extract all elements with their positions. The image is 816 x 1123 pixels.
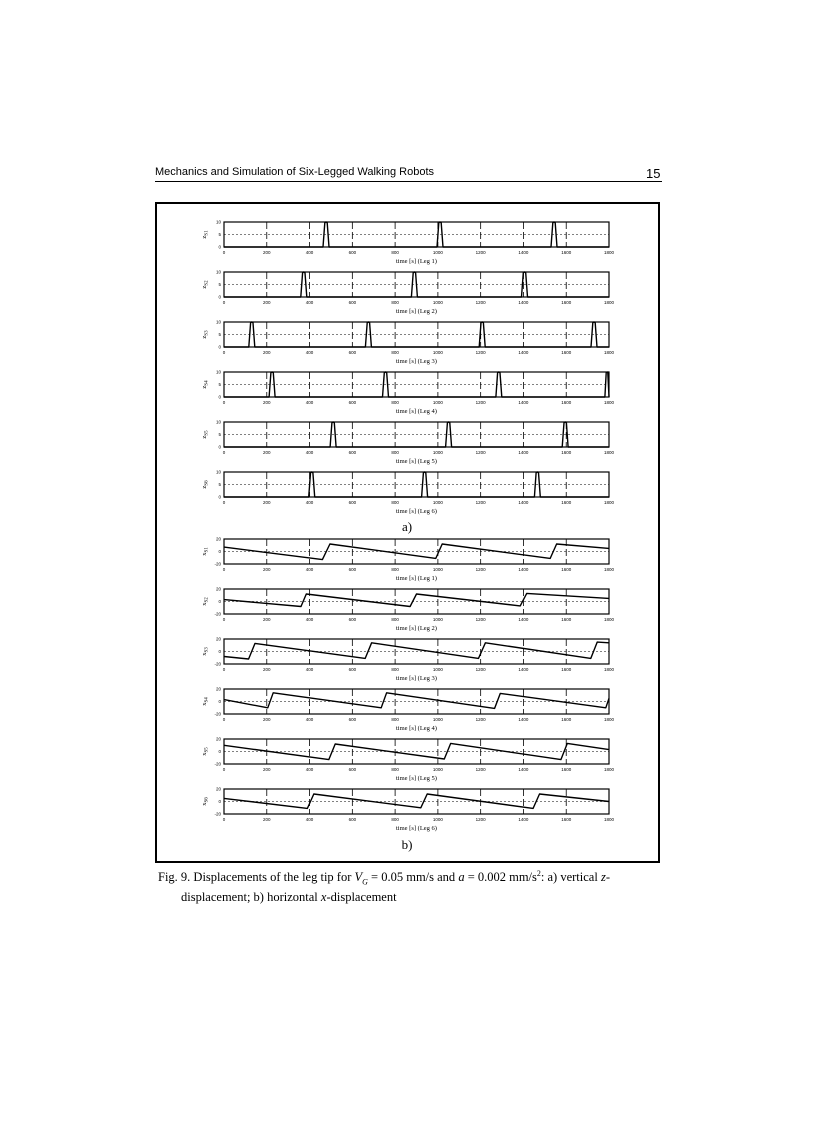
x-tick-label: 600: [348, 667, 357, 672]
x-tick-label: 400: [305, 400, 314, 405]
y-tick-label: 0: [218, 344, 221, 350]
figure-9-plots: [157, 204, 658, 861]
x-axis-label: time [s] (Leg 6): [396, 508, 437, 515]
x-tick-label: 1200: [475, 350, 486, 355]
chart-x-s1: [201, 537, 615, 582]
x-tick-label: 200: [263, 767, 271, 772]
x-tick-label: 1400: [518, 667, 529, 672]
y-tick-label: 0: [218, 494, 221, 500]
x-tick-label: 800: [391, 567, 399, 572]
x-tick-label: 1400: [518, 400, 529, 405]
x-tick-label: 200: [263, 450, 271, 455]
x-tick-label: 800: [391, 617, 399, 622]
caption-vg-subscript: G: [362, 877, 368, 887]
caption-vg-value: = 0.05 mm/s and: [367, 870, 459, 885]
x-tick-label: 400: [305, 817, 314, 822]
x-tick-label: 200: [263, 817, 271, 822]
x-tick-label: 1400: [518, 817, 529, 822]
x-tick-label: 1800: [603, 300, 615, 305]
x-tick-label: 1600: [561, 400, 572, 405]
y-axis-label: $z_{S3}$: [201, 330, 210, 339]
x-axis-label: time [s] (Leg 4): [396, 408, 437, 415]
chart-z-s5: [201, 420, 615, 465]
y-tick-label: 20: [215, 686, 221, 692]
x-tick-label: 600: [348, 500, 357, 505]
x-tick-label: 0: [222, 450, 226, 455]
x-tick-label: 600: [348, 767, 357, 772]
x-tick-label: 1600: [561, 300, 572, 305]
y-tick-label: 5: [218, 282, 221, 288]
y-tick-label: 10: [215, 369, 221, 375]
chart-z-s1: [201, 220, 615, 265]
x-tick-label: 1000: [432, 500, 443, 505]
x-axis-label: time [s] (Leg 3): [396, 675, 437, 682]
caption-x-symbol: x: [320, 889, 327, 904]
x-tick-label: 1800: [603, 250, 615, 255]
y-tick-label: 0: [218, 799, 221, 805]
x-tick-label: 1800: [603, 667, 615, 672]
y-axis-label: $x_{S6}$: [201, 797, 210, 806]
x-tick-label: 800: [391, 667, 399, 672]
x-tick-label: 400: [305, 767, 314, 772]
x-axis-label: time [s] (Leg 6): [396, 825, 437, 832]
x-tick-label: 1800: [603, 717, 615, 722]
x-tick-label: 600: [348, 717, 357, 722]
caption-dash: -: [605, 870, 610, 885]
y-tick-label: 5: [218, 432, 221, 438]
x-tick-label: 1800: [603, 350, 615, 355]
chart-x-s5: [201, 737, 615, 782]
x-tick-label: 1000: [432, 717, 443, 722]
x-tick-label: 200: [263, 617, 271, 622]
y-tick-label: 10: [215, 219, 221, 225]
x-tick-label: 800: [391, 817, 399, 822]
y-tick-label: -20: [214, 611, 221, 617]
y-tick-label: 0: [218, 599, 221, 605]
x-tick-label: 400: [305, 667, 314, 672]
figure-frame: [155, 202, 660, 863]
data-series-line: [224, 544, 609, 560]
chart-x-s4: [201, 687, 615, 732]
panel-b-label: b): [401, 837, 413, 852]
data-series-line: [224, 693, 609, 709]
x-tick-label: 1200: [475, 500, 486, 505]
y-tick-label: 0: [218, 394, 221, 400]
x-tick-label: 800: [391, 350, 399, 355]
caption-z-symbol: z: [600, 870, 606, 885]
y-tick-label: 0: [218, 699, 221, 705]
y-axis-label: $x_{S2}$: [201, 597, 210, 606]
chart-x-s6: [201, 787, 615, 832]
chart-x-s3: [201, 637, 615, 682]
caption-vg-symbol: V: [354, 870, 363, 885]
y-tick-label: 0: [218, 549, 221, 555]
caption-a-value: = 0.002 mm/s: [464, 870, 537, 885]
y-tick-label: 10: [215, 319, 221, 325]
x-tick-label: 800: [391, 767, 399, 772]
x-tick-label: 600: [348, 350, 357, 355]
x-tick-label: 1200: [475, 567, 486, 572]
data-series-line: [224, 794, 609, 808]
chart-z-s3: [201, 320, 615, 365]
x-tick-label: 1400: [518, 567, 529, 572]
header-rule: [155, 181, 662, 182]
x-tick-label: 1600: [561, 450, 572, 455]
y-tick-label: -20: [214, 811, 221, 817]
x-tick-label: 200: [263, 250, 271, 255]
x-tick-label: 1000: [432, 817, 443, 822]
x-tick-label: 0: [222, 350, 226, 355]
x-tick-label: 1600: [561, 667, 572, 672]
y-tick-label: 20: [215, 636, 221, 642]
x-tick-label: 800: [391, 300, 399, 305]
x-tick-label: 0: [222, 667, 226, 672]
x-tick-label: 1800: [603, 617, 615, 622]
x-tick-label: 200: [263, 400, 271, 405]
x-tick-label: 400: [305, 500, 314, 505]
x-tick-label: 1200: [475, 300, 486, 305]
y-axis-label: $z_{S2}$: [201, 280, 210, 289]
x-tick-label: 1200: [475, 250, 486, 255]
x-tick-label: 1200: [475, 817, 486, 822]
x-tick-label: 1000: [432, 667, 443, 672]
chart-z-s4: [201, 370, 615, 415]
x-tick-label: 1800: [603, 450, 615, 455]
y-axis-label: $z_{S6}$: [201, 480, 210, 489]
y-tick-label: -20: [214, 761, 221, 767]
y-tick-label: -20: [214, 561, 221, 567]
y-axis-label: $x_{S3}$: [201, 647, 210, 656]
x-tick-label: 400: [305, 350, 314, 355]
x-tick-label: 1600: [561, 250, 572, 255]
x-tick-label: 800: [391, 250, 399, 255]
page-number: 15: [646, 166, 661, 181]
x-tick-label: 0: [222, 767, 226, 772]
x-axis-label: time [s] (Leg 2): [396, 625, 437, 632]
x-tick-label: 1000: [432, 250, 443, 255]
x-axis-label: time [s] (Leg 1): [396, 575, 437, 582]
y-tick-label: 20: [215, 586, 221, 592]
y-tick-label: 5: [218, 332, 221, 338]
y-axis-label: $z_{S1}$: [201, 230, 210, 239]
x-tick-label: 800: [391, 500, 399, 505]
y-tick-label: 0: [218, 294, 221, 300]
y-axis-label: $z_{S4}$: [201, 380, 210, 389]
y-axis-label: $x_{S1}$: [201, 547, 210, 556]
caption-a-symbol: a: [458, 870, 465, 885]
running-title: Mechanics and Simulation of Six-Legged Walking Robots: [155, 166, 435, 178]
y-tick-label: 20: [215, 736, 221, 742]
x-tick-label: 1800: [603, 567, 615, 572]
x-tick-label: 1200: [475, 400, 486, 405]
y-axis-label: $x_{S5}$: [201, 747, 210, 756]
caption-line-1: [158, 866, 658, 890]
caption-prefix: Fig. 9. Displacements of the leg tip for: [158, 870, 355, 885]
x-tick-label: 0: [222, 567, 226, 572]
x-tick-label: 0: [222, 400, 226, 405]
x-tick-label: 1400: [518, 250, 529, 255]
x-tick-label: 0: [222, 617, 226, 622]
x-tick-label: 400: [305, 300, 314, 305]
caption-line2-start: displacement; b) horizontal: [181, 889, 321, 904]
x-tick-label: 800: [391, 450, 399, 455]
chart-z-s6: [201, 470, 615, 515]
y-tick-label: 5: [218, 232, 221, 238]
x-tick-label: 1600: [561, 767, 572, 772]
x-axis-label: time [s] (Leg 1): [396, 258, 437, 265]
data-series-line: [224, 593, 609, 606]
x-tick-label: 1000: [432, 350, 443, 355]
y-tick-label: 0: [218, 444, 221, 450]
x-tick-label: 1000: [432, 400, 443, 405]
y-tick-label: -20: [214, 711, 221, 717]
figure-caption: [158, 866, 658, 905]
y-tick-label: 20: [215, 536, 221, 542]
x-tick-label: 800: [391, 400, 399, 405]
x-tick-label: 1000: [432, 767, 443, 772]
x-tick-label: 1400: [518, 717, 529, 722]
x-tick-label: 0: [222, 250, 226, 255]
x-tick-label: 1600: [561, 350, 572, 355]
y-tick-label: 10: [215, 469, 221, 475]
x-axis-label: time [s] (Leg 5): [396, 775, 437, 782]
x-tick-label: 400: [305, 617, 314, 622]
x-tick-label: 600: [348, 450, 357, 455]
x-tick-label: 1200: [475, 450, 486, 455]
caption-line-2: [158, 890, 658, 905]
x-tick-label: 1000: [432, 567, 443, 572]
x-tick-label: 1600: [561, 567, 572, 572]
x-tick-label: 1600: [561, 500, 572, 505]
x-tick-label: 1400: [518, 300, 529, 305]
x-tick-label: 600: [348, 617, 357, 622]
x-axis-label: time [s] (Leg 3): [396, 358, 437, 365]
x-tick-label: 1400: [518, 500, 529, 505]
x-tick-label: 1800: [603, 400, 615, 405]
x-tick-label: 400: [305, 717, 314, 722]
x-tick-label: 1200: [475, 667, 486, 672]
x-tick-label: 1000: [432, 300, 443, 305]
x-tick-label: 1600: [561, 617, 572, 622]
caption-middle: : a) vertical: [540, 870, 601, 885]
x-tick-label: 200: [263, 300, 271, 305]
x-tick-label: 1400: [518, 350, 529, 355]
x-tick-label: 1200: [475, 717, 486, 722]
x-axis-label: time [s] (Leg 4): [396, 725, 437, 732]
x-tick-label: 1800: [603, 500, 615, 505]
x-tick-label: 800: [391, 717, 399, 722]
x-tick-label: 200: [263, 717, 271, 722]
y-tick-label: 0: [218, 244, 221, 250]
y-tick-label: 20: [215, 786, 221, 792]
x-tick-label: 600: [348, 250, 357, 255]
x-tick-label: 600: [348, 400, 357, 405]
y-tick-label: 10: [215, 269, 221, 275]
x-tick-label: 1400: [518, 767, 529, 772]
x-tick-label: 1000: [432, 450, 443, 455]
caption-line2-end: -displacement: [326, 889, 397, 904]
y-tick-label: 5: [218, 382, 221, 388]
x-tick-label: 1400: [518, 617, 529, 622]
x-tick-label: 200: [263, 667, 271, 672]
x-tick-label: 1600: [561, 817, 572, 822]
chart-z-s2: [201, 270, 615, 315]
x-tick-label: 1800: [603, 817, 615, 822]
chart-x-s2: [201, 587, 615, 632]
x-tick-label: 600: [348, 567, 357, 572]
x-tick-label: 400: [305, 450, 314, 455]
y-axis-label: $z_{S5}$: [201, 430, 210, 439]
y-tick-label: 0: [218, 749, 221, 755]
x-axis-label: time [s] (Leg 5): [396, 458, 437, 465]
y-tick-label: 5: [218, 482, 221, 488]
data-series-line: [224, 642, 609, 659]
x-tick-label: 1000: [432, 617, 443, 622]
y-axis-label: $x_{S4}$: [201, 697, 210, 706]
x-tick-label: 1200: [475, 767, 486, 772]
x-axis-label: time [s] (Leg 2): [396, 308, 437, 315]
y-tick-label: -20: [214, 661, 221, 667]
x-tick-label: 600: [348, 300, 357, 305]
y-tick-label: 10: [215, 419, 221, 425]
x-tick-label: 1800: [603, 767, 615, 772]
x-tick-label: 600: [348, 817, 357, 822]
x-tick-label: 200: [263, 567, 271, 572]
x-tick-label: 200: [263, 350, 271, 355]
x-tick-label: 400: [305, 250, 314, 255]
x-tick-label: 1200: [475, 617, 486, 622]
x-tick-label: 0: [222, 500, 226, 505]
caption-a-superscript: 2: [536, 869, 541, 878]
x-tick-label: 200: [263, 500, 271, 505]
panel-a-label: a): [401, 519, 413, 534]
x-tick-label: 0: [222, 300, 226, 305]
x-tick-label: 400: [305, 567, 314, 572]
x-tick-label: 0: [222, 717, 226, 722]
x-tick-label: 1600: [561, 717, 572, 722]
x-tick-label: 0: [222, 817, 226, 822]
y-tick-label: 0: [218, 649, 221, 655]
x-tick-label: 1400: [518, 450, 529, 455]
